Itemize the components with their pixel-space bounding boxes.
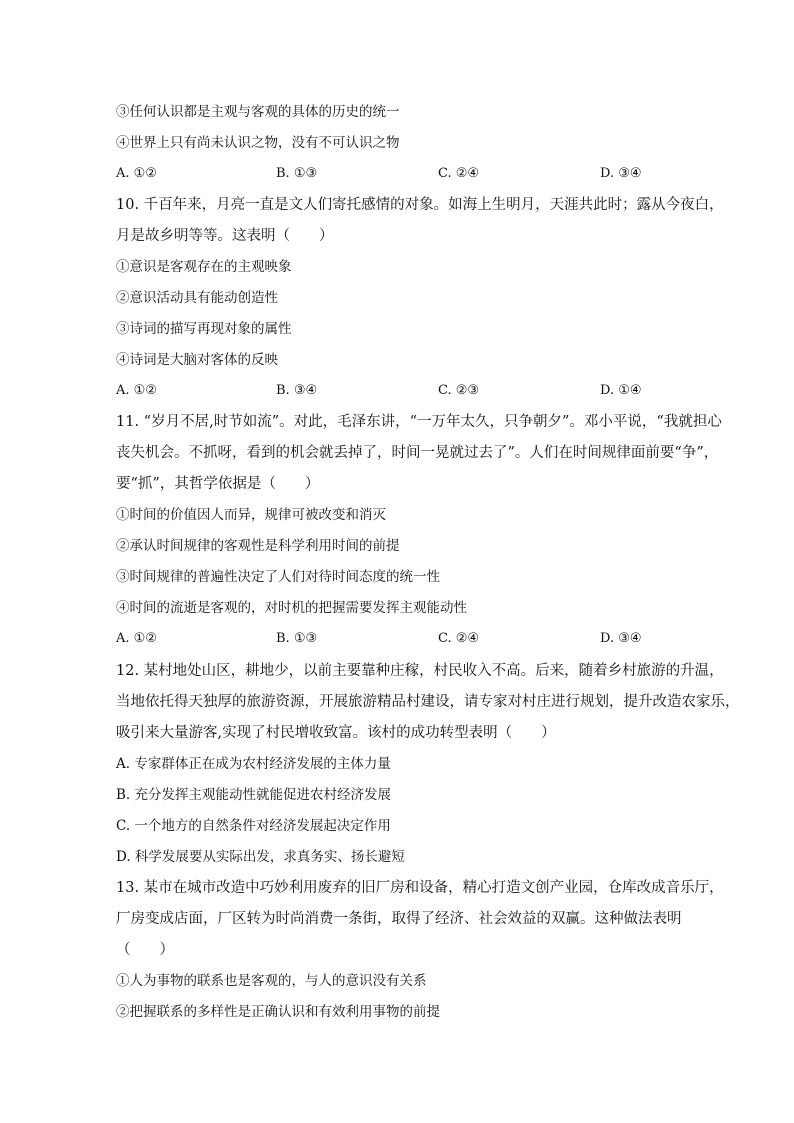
option-a: A. ①② (116, 383, 157, 398)
answer-options-q9 (116, 165, 676, 183)
option-c: C. 一个地方的自然条件对经济发展起决定作用 (116, 818, 391, 834)
answer-options-q10 (116, 382, 676, 400)
option-a: A. ①② (116, 166, 157, 181)
question-11-stem: 11. “岁月不居,时节如流”。对此，毛泽东讲，“一万年太久，只争朝夕”。邓小平说，“我就担心 (116, 414, 722, 430)
question-10-stem: 10. 千百年来，月亮一直是文人们寄托感情的对象。如海上生明月，天涯共此时；露从今夜白， (116, 197, 724, 213)
choice-item-3: ③任何认识都是主观与客观的具体的历史的统一 (116, 104, 400, 120)
choice-item-4: ④时间的流逝是客观的，对时机的把握需要发挥主观能动性 (116, 600, 467, 616)
choice-item-2: ②承认时间规律的客观性是科学利用时间的前提 (116, 538, 400, 554)
option-b: B. ①③ (276, 166, 318, 181)
question-10-stem-cont: 月是故乡明等等。这表明（ ） (116, 228, 334, 244)
choice-item-1: ①人为事物的联系也是客观的，与人的意识没有关系 (116, 973, 427, 989)
choice-item-2: ②把握联系的多样性是正确认识和有效利用事物的前提 (116, 1004, 440, 1020)
option-c: C. ②④ (438, 166, 480, 181)
choice-item-4: ④诗词是大脑对客体的反映 (116, 352, 278, 368)
option-d: D. ③④ (600, 166, 642, 181)
answer-options-q11 (116, 630, 676, 648)
choice-item-1: ①意识是客观存在的主观映象 (116, 259, 292, 275)
option-c: C. ②④ (438, 631, 480, 646)
question-13-stem-cont: 厂房变成店面，厂区转为时尚消费一条街，取得了经济、社会效益的双赢。这种做法表明 (116, 911, 682, 927)
choice-item-3: ③时间规律的普遍性决定了人们对待时间态度的统一性 (116, 569, 440, 585)
choice-item-1: ①时间的价值因人而异，规律可被改变和消灭 (116, 507, 386, 523)
option-d: D. 科学发展要从实际出发，求真务实、扬长避短 (116, 849, 405, 865)
choice-item-3: ③诗词的描写再现对象的属性 (116, 321, 292, 337)
choice-item-4: ④世界上只有尚未认识之物，没有不可认识之物 (116, 135, 400, 151)
question-11-stem-cont: 要“抓”，其哲学依据是（ ） (116, 476, 320, 492)
question-12-stem-cont: 当地依托得天独厚的旅游资源，开展旅游精品村建设，请专家对村庄进行规划，提升改造农家乐， (116, 694, 740, 710)
question-11-stem-cont: 丧失机会。不抓呀，看到的机会就丢掉了，时间一晃就过去了”。人们在时间规律面前要“争”， (116, 445, 719, 461)
option-b: B. 充分发挥主观能动性就能促进农村经济发展 (116, 787, 392, 803)
choice-item-2: ②意识活动具有能动创造性 (116, 290, 278, 306)
question-12-stem: 12. 某村地处山区，耕地少，以前主要靠种庄稼，村民收入不高。后来，随着乡村旅游的升温， (116, 663, 724, 679)
option-a: A. ①② (116, 631, 157, 646)
question-13-stem-cont: （ ） (116, 942, 174, 958)
option-d: D. ①④ (600, 383, 642, 398)
option-b: B. ①③ (276, 631, 318, 646)
option-c: C. ②③ (438, 383, 480, 398)
option-d: D. ③④ (600, 631, 642, 646)
option-a: A. 专家群体正在成为农村经济发展的主体力量 (116, 756, 391, 772)
option-b: B. ③④ (276, 383, 318, 398)
question-12-stem-cont: 吸引来大量游客,实现了村民增收致富。该村的成功转型表明（ ） (116, 725, 556, 741)
question-13-stem: 13. 某市在城市改造中巧妙利用废弃的旧厂房和设备，精心打造文创产业园，仓库改成音乐厅， (116, 880, 724, 896)
